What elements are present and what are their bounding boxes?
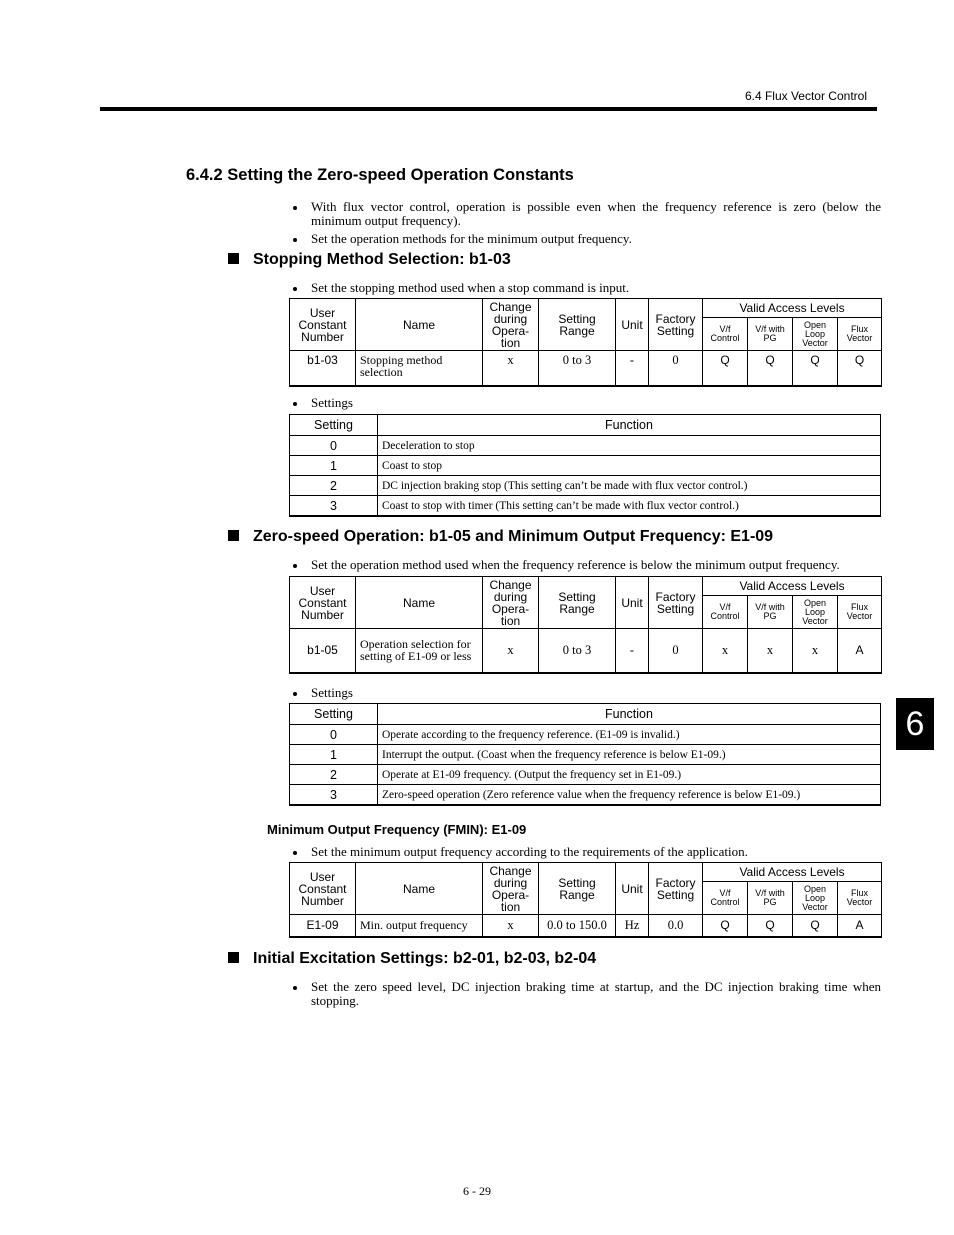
cell-setting: 2 (290, 476, 378, 496)
cell-flux: A (838, 629, 882, 673)
table-row (290, 915, 882, 937)
table-row (290, 436, 881, 456)
cell-name: Min. output frequency (356, 915, 483, 937)
col-header-setting-range: Setting Range (539, 299, 616, 351)
col-header-factory-setting: Factory Setting (649, 863, 703, 915)
col-header-open-loop-vector: Open Loop Vector (793, 596, 838, 629)
col-header-unit: Unit (616, 299, 649, 351)
cell-range: 0 to 3 (539, 629, 616, 673)
col-header-flux-vector: Flux Vector (838, 318, 882, 351)
bullet-text: Set the zero speed level, DC injection braking time at startup, and the DC injection braking time when stopping. (311, 979, 881, 1008)
cell-number: E1-09 (290, 915, 356, 937)
cell-change: x (483, 351, 539, 386)
subsection-heading-text: Initial Excitation Settings: b2-01, b2-03, b2-04 (253, 950, 597, 967)
bullet-dot-icon (293, 564, 297, 568)
bullet-text: Set the stopping method used when a stop command is input. (311, 280, 630, 295)
col-header-valid-access-levels: Valid Access Levels (703, 299, 882, 318)
subsection-heading-text: Zero-speed Operation: b1-05 and Minimum Output Frequency: E1-09 (253, 528, 774, 545)
cell-unit: Hz (616, 915, 649, 937)
cell-vf: x (703, 629, 748, 673)
cell-function: Operate at E1-09 frequency. (Output the frequency set in E1-09.) (378, 765, 881, 785)
cell-factory: 0 (649, 351, 703, 386)
bullet-dot-icon (293, 402, 297, 406)
col-header-vf-control: V/f Control (703, 596, 748, 629)
col-header-vf-with-pg: V/f with PG (748, 596, 793, 629)
intro-bullet-2 (293, 232, 881, 246)
col-header-factory-setting: Factory Setting (649, 577, 703, 629)
cell-range: 0 to 3 (539, 351, 616, 386)
col-header-vf-with-pg: V/f with PG (748, 318, 793, 351)
cell-vf: Q (703, 915, 748, 937)
col-header-unit: Unit (616, 577, 649, 629)
subsection-heading-initial-excitation (228, 950, 596, 968)
col-header-setting-range: Setting Range (539, 577, 616, 629)
running-head: 6.4 Flux Vector Control (744, 89, 867, 103)
cell-flux: Q (838, 351, 882, 386)
zero-speed-bullet (293, 558, 881, 572)
bullet-dot-icon (293, 986, 297, 990)
subsection-heading-stopping (228, 251, 511, 269)
min-freq-bullet (293, 845, 881, 859)
cell-function: Interrupt the output. (Coast when the frequency reference is below E1-09.) (378, 745, 881, 765)
stopping-settings-label (293, 396, 881, 410)
col-header-setting: Setting (290, 415, 378, 436)
col-header-user-constant-number: User Constant Number (290, 577, 356, 629)
cell-name: Stopping method selection (356, 351, 483, 386)
cell-setting: 0 (290, 436, 378, 456)
page-number: 6 - 29 (463, 1184, 491, 1198)
chapter-tab: 6 (896, 698, 934, 750)
cell-function: Operate according to the frequency reference. (E1-09 is invalid.) (378, 725, 881, 745)
bullet-text: With flux vector control, operation is possible even when the frequency reference is zero (below the minimum output frequency). (311, 199, 881, 228)
cell-olv: Q (793, 915, 838, 937)
col-header-name: Name (356, 577, 483, 629)
cell-setting: 1 (290, 745, 378, 765)
table-row (290, 629, 882, 673)
cell-olv: Q (793, 351, 838, 386)
zero-speed-settings-label (293, 686, 881, 700)
table-row (290, 765, 881, 785)
col-header-vf-control: V/f Control (703, 882, 748, 915)
col-header-user-constant-number: User Constant Number (290, 863, 356, 915)
col-header-user-constant-number: User Constant Number (290, 299, 356, 351)
cell-vf-pg: Q (748, 915, 793, 937)
cell-vf: Q (703, 351, 748, 386)
bullet-text: Settings (311, 685, 353, 700)
col-header-valid-access-levels: Valid Access Levels (703, 577, 882, 596)
cell-setting: 3 (290, 496, 378, 517)
settings-table-b1-05 (289, 703, 881, 806)
bullet-dot-icon (293, 238, 297, 242)
col-header-name: Name (356, 863, 483, 915)
subsection-heading-text: Stopping Method Selection: b1-03 (253, 251, 511, 268)
col-header-setting: Setting (290, 704, 378, 725)
minor-heading-min-freq: Minimum Output Frequency (FMIN): E1-09 (267, 822, 527, 837)
table-row (290, 456, 881, 476)
cell-change: x (483, 915, 539, 937)
col-header-open-loop-vector: Open Loop Vector (793, 882, 838, 915)
cell-function: Coast to stop (378, 456, 881, 476)
bullet-dot-icon (293, 851, 297, 855)
initial-excitation-bullet (293, 980, 881, 1008)
col-header-setting-range: Setting Range (539, 863, 616, 915)
bullet-text: Set the operation methods for the minimum output frequency. (311, 231, 632, 246)
cell-flux: A (838, 915, 882, 937)
col-header-vf-control: V/f Control (703, 318, 748, 351)
param-table-b1-03 (289, 298, 882, 387)
cell-unit: - (616, 351, 649, 386)
bullet-dot-icon (293, 287, 297, 291)
square-bullet-icon (228, 253, 239, 264)
col-header-function: Function (378, 704, 881, 725)
col-header-open-loop-vector: Open Loop Vector (793, 318, 838, 351)
header-rule (100, 107, 877, 111)
col-header-change-during-operation: Change during Opera- tion (483, 863, 539, 915)
cell-setting: 1 (290, 456, 378, 476)
col-header-unit: Unit (616, 863, 649, 915)
cell-setting: 2 (290, 765, 378, 785)
cell-factory: 0.0 (649, 915, 703, 937)
col-header-change-during-operation: Change during Opera- tion (483, 577, 539, 629)
table-row (290, 785, 881, 806)
cell-number: b1-03 (290, 351, 356, 386)
col-header-factory-setting: Factory Setting (649, 299, 703, 351)
table-row (290, 476, 881, 496)
cell-function: Zero-speed operation (Zero reference value when the frequency reference is below E1-09.) (378, 785, 881, 806)
col-header-change-during-operation: Change during Opera- tion (483, 299, 539, 351)
table-row (290, 496, 881, 517)
bullet-dot-icon (293, 692, 297, 696)
table-row (290, 725, 881, 745)
param-table-e1-09 (289, 862, 882, 938)
section-title: 6.4.2 Setting the Zero-speed Operation Constants (186, 166, 574, 184)
col-header-name: Name (356, 299, 483, 351)
intro-bullet-1 (293, 200, 881, 228)
cell-setting: 3 (290, 785, 378, 806)
cell-unit: - (616, 629, 649, 673)
cell-function: Deceleration to stop (378, 436, 881, 456)
cell-function: DC injection braking stop (This setting can’t be made with flux vector control.) (378, 476, 881, 496)
cell-range: 0.0 to 150.0 (539, 915, 616, 937)
table-row (290, 745, 881, 765)
subsection-heading-zero-speed (228, 528, 773, 546)
table-row (290, 351, 882, 386)
cell-name: Operation selection for setting of E1-09 or less (356, 629, 483, 673)
param-table-b1-05 (289, 576, 882, 674)
col-header-valid-access-levels: Valid Access Levels (703, 863, 882, 882)
stopping-bullet (293, 281, 881, 295)
bullet-dot-icon (293, 206, 297, 210)
square-bullet-icon (228, 952, 239, 963)
bullet-text: Set the minimum output frequency according to the requirements of the application. (311, 844, 748, 859)
col-header-function: Function (378, 415, 881, 436)
cell-factory: 0 (649, 629, 703, 673)
cell-setting: 0 (290, 725, 378, 745)
cell-change: x (483, 629, 539, 673)
cell-vf-pg: x (748, 629, 793, 673)
col-header-vf-with-pg: V/f with PG (748, 882, 793, 915)
col-header-flux-vector: Flux Vector (838, 596, 882, 629)
col-header-flux-vector: Flux Vector (838, 882, 882, 915)
cell-function: Coast to stop with timer (This setting can’t be made with flux vector control.) (378, 496, 881, 517)
cell-vf-pg: Q (748, 351, 793, 386)
square-bullet-icon (228, 530, 239, 541)
cell-number: b1-05 (290, 629, 356, 673)
cell-olv: x (793, 629, 838, 673)
bullet-text: Set the operation method used when the frequency reference is below the minimum output frequency. (311, 557, 840, 572)
bullet-text: Settings (311, 395, 353, 410)
settings-table-b1-03 (289, 414, 881, 517)
